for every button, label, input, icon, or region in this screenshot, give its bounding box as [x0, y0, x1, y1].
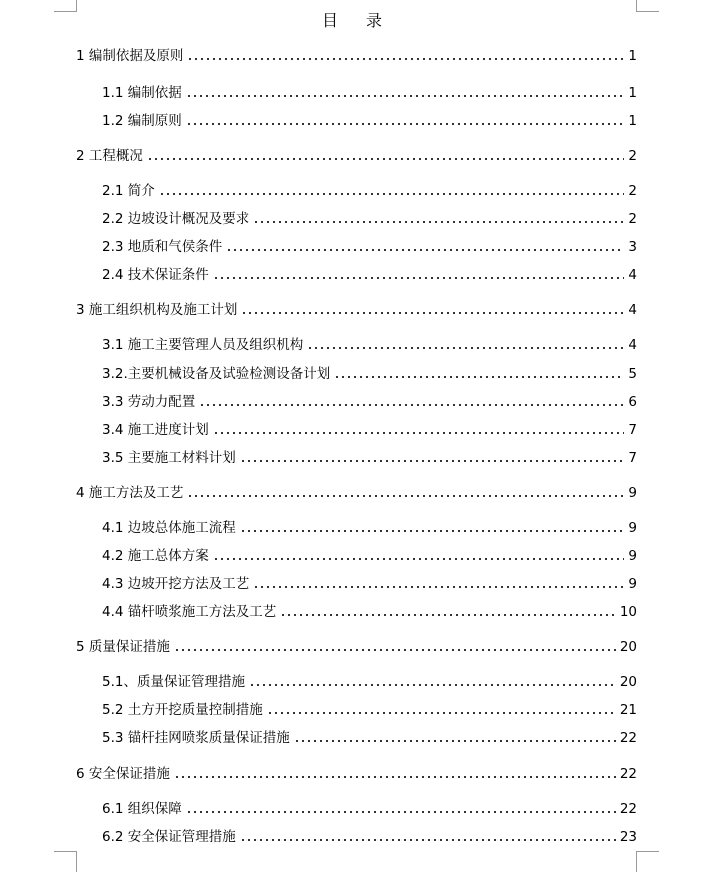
toc-entry[interactable] [102, 182, 637, 200]
toc-dot-leader [294, 740, 616, 742]
toc-dot-leader [187, 495, 624, 497]
toc-entry-label: 3.3 劳动力配置 [102, 394, 196, 410]
toc-entry[interactable] [102, 84, 637, 102]
toc-dot-leader [280, 614, 616, 616]
toc-entry-label: 2.3 地质和气侯条件 [102, 239, 223, 255]
toc-entry-page-number: 4 [628, 267, 637, 283]
toc-entry[interactable] [102, 729, 637, 747]
toc-entry-page-number: 3 [628, 239, 637, 255]
toc-entry[interactable] [102, 421, 637, 439]
crop-mark-bottom-left [54, 851, 77, 872]
toc-dot-leader [213, 558, 625, 560]
toc-entry[interactable] [102, 336, 637, 354]
toc-entry[interactable] [102, 673, 637, 691]
toc-entry-label: 2 工程概况 [76, 148, 143, 164]
toc-entry-label: 6.2 安全保证管理措施 [102, 829, 236, 845]
toc-entry-page-number: 22 [619, 801, 637, 817]
toc-entry-page-number: 7 [628, 422, 637, 438]
toc-entry[interactable] [102, 449, 637, 467]
toc-entry-page-number: 1 [628, 85, 637, 101]
toc-entry-label: 4.2 施工总体方案 [102, 548, 209, 564]
toc-entry-label: 1.2 编制原则 [102, 113, 182, 129]
toc-dot-leader [307, 347, 624, 349]
toc-dot-leader [334, 376, 624, 378]
toc-entry-label: 3.1 施工主要管理人员及组织机构 [102, 337, 304, 353]
crop-mark-bottom-right [636, 851, 659, 872]
toc-dot-leader [241, 312, 624, 314]
toc-dot-leader [199, 404, 624, 406]
toc-dot-leader [240, 839, 616, 841]
toc-entry[interactable] [102, 393, 637, 411]
toc-dot-leader [174, 776, 616, 778]
toc-entry-page-number: 2 [628, 148, 637, 164]
toc-entry-label: 3.5 主要施工材料计划 [102, 450, 236, 466]
toc-entry-page-number: 6 [628, 394, 637, 410]
toc-entry[interactable] [102, 519, 637, 537]
toc-entry-page-number: 9 [628, 576, 637, 592]
toc-entry[interactable] [102, 210, 637, 228]
toc-entry[interactable] [76, 301, 637, 319]
toc-entry-page-number: 1 [628, 48, 637, 64]
toc-title: 目录 [321, 11, 410, 30]
toc-entry[interactable] [102, 547, 637, 565]
toc-entry-page-number: 20 [619, 674, 637, 690]
toc-dot-leader [186, 811, 616, 813]
toc-entry-label: 1.1 编制依据 [102, 85, 182, 101]
toc-entry-label: 3 施工组织机构及施工计划 [76, 302, 238, 318]
toc-entry-label: 4 施工方法及工艺 [76, 485, 184, 501]
toc-entry[interactable] [102, 800, 637, 818]
toc-dot-leader [147, 158, 625, 160]
toc-dot-leader [174, 649, 616, 651]
toc-entry-label: 2.2 边坡设计概况及要求 [102, 211, 250, 227]
toc-entry-label: 4.3 边坡开挖方法及工艺 [102, 576, 250, 592]
toc-entry[interactable] [76, 638, 637, 656]
toc-entry-label: 5.2 土方开挖质量控制措施 [102, 702, 263, 718]
toc-entry-page-number: 22 [619, 766, 637, 782]
toc-entry[interactable] [76, 765, 637, 783]
toc-entry-label: 5.3 锚杆挂网喷浆质量保证措施 [102, 730, 290, 746]
toc-dot-leader [249, 684, 616, 686]
toc-entry-page-number: 21 [619, 702, 637, 718]
toc-dot-leader [213, 277, 625, 279]
toc-entry-page-number: 5 [628, 366, 637, 382]
toc-dot-leader [159, 193, 625, 195]
toc-dot-leader [240, 460, 625, 462]
toc-entry-page-number: 9 [628, 520, 637, 536]
toc-dot-leader [253, 221, 624, 223]
toc-entry-label: 4.1 边坡总体施工流程 [102, 520, 236, 536]
toc-entry-page-number: 7 [628, 450, 637, 466]
toc-entry-page-number: 1 [628, 113, 637, 129]
toc-entry-page-number: 9 [628, 548, 637, 564]
toc-entry[interactable] [102, 238, 637, 256]
toc-dot-leader [213, 432, 625, 434]
toc-entry[interactable] [102, 603, 637, 621]
toc-entry[interactable] [76, 47, 637, 65]
toc-entry-label: 2.1 简介 [102, 183, 155, 199]
toc-dot-leader [253, 586, 624, 588]
toc-dot-leader [240, 530, 625, 532]
toc-entry-page-number: 4 [628, 302, 637, 318]
toc-entry-label: 3.4 施工进度计划 [102, 422, 209, 438]
toc-entry[interactable] [102, 701, 637, 719]
toc-entry-label: 5.1、质量保证管理措施 [102, 674, 245, 690]
toc-entry-label: 3.2.主要机械设备及试验检测设备计划 [102, 366, 331, 382]
toc-entry-page-number: 2 [628, 211, 637, 227]
toc-entry[interactable] [76, 147, 637, 165]
toc-dot-leader [186, 95, 625, 97]
toc-entry-label: 4.4 锚杆喷浆施工方法及工艺 [102, 604, 277, 620]
toc-entry[interactable] [102, 575, 637, 593]
toc-entry-page-number: 10 [619, 604, 637, 620]
toc-dot-leader [187, 58, 624, 60]
toc-entry-page-number: 2 [628, 183, 637, 199]
toc-entry-page-number: 4 [628, 337, 637, 353]
toc-dot-leader [226, 249, 624, 251]
toc-entry-label: 6.1 组织保障 [102, 801, 182, 817]
toc-entry[interactable] [76, 484, 637, 502]
toc-entry-page-number: 20 [619, 639, 637, 655]
toc-entry-label: 6 安全保证措施 [76, 766, 170, 782]
toc-dot-leader [267, 712, 616, 714]
toc-entry[interactable] [102, 266, 637, 284]
toc-entry-page-number: 22 [619, 730, 637, 746]
toc-entry-label: 5 质量保证措施 [76, 639, 170, 655]
toc-entry-label: 2.4 技术保证条件 [102, 267, 209, 283]
toc-entry-label: 1 编制依据及原则 [76, 48, 184, 64]
toc-entry[interactable] [102, 112, 637, 130]
toc-entry-page-number: 23 [619, 829, 637, 845]
toc-entry[interactable] [102, 365, 637, 383]
toc-entry[interactable] [102, 828, 637, 846]
toc-entry-page-number: 9 [628, 485, 637, 501]
toc-dot-leader [186, 123, 625, 125]
